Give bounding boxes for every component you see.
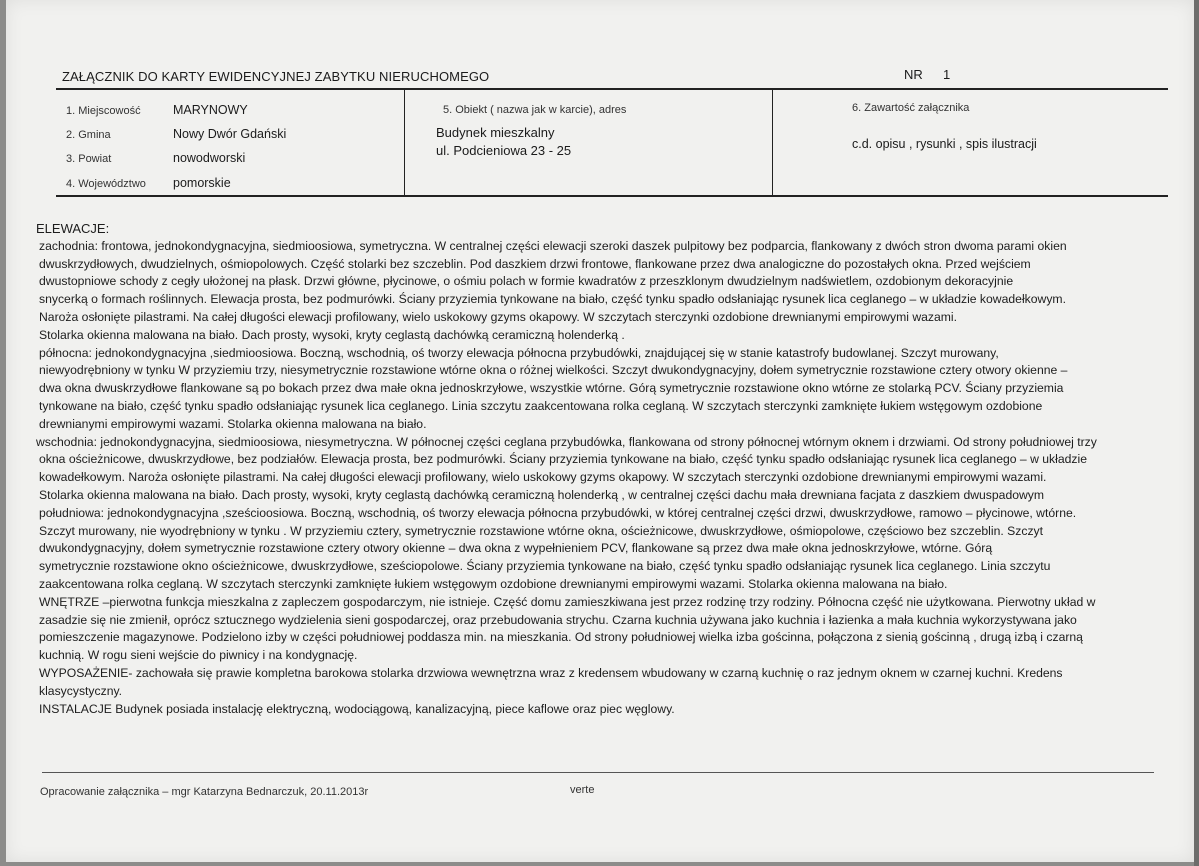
poludniowa-line-1: Szczyt murowany, nie wyodrębniony w tynku . W przyziemiu cztery, symetrycznie rozstawione wtórne okna, ościeżnicowe, dwuskrzydłowe, ośmiopolowe, częściowo bez szczeblin. Szczyt <box>39 523 1044 538</box>
wnetrze-heading: WNĘTRZE <box>39 594 100 609</box>
field-label-powiat: 3. Powiat <box>66 153 112 165</box>
wyposazenie-line-0: WYPOSAŻENIE- zachowała się prawie kompletna barokowa stolarka drzwiowa wewnętrzna wraz z kredensem wbudowany w czarną kuchnię o raz jednym oknem w czarnej kuchni. Kredens <box>39 665 1063 680</box>
field-value-wojewodztwo: pomorskie <box>173 176 231 190</box>
wnetrze-line-2: pomieszczenie magazynowe. Podzielono izby w części południowej poddasza min. na mieszkania. Od strony południowej wielka izba gościnna, połączona z sienią gościnną , drugą izbą i czarną <box>39 630 1083 645</box>
footer-author: Opracowanie załącznika – mgr Katarzyna Bednarczuk, 20.11.2013r <box>40 786 369 798</box>
field-value-powiat: nowodworski <box>173 151 246 165</box>
polnocna-line-1: niewyodrębniony w tynku W przyziemiu trzy, niesymetrycznie rozstawione wtórne okna o różnej wielkości. Szczyt dwukondygnacyjny, dołem symetrycznie rozstawione cztery otwory okienne – <box>39 363 1068 378</box>
poludniowa-line-3: symetrycznie rozstawione okno ościeżnicowe, dwuskrzydłowe, sześciopolowe. Ściany przyziemia tynkowane na biało, część tynku spadło odsłaniając rysunek lica ceglanego. Linia szczytu <box>39 559 1051 574</box>
contents-label: 6. Zawartość załącznika <box>852 102 970 114</box>
polnocna-heading: północna: <box>39 345 92 360</box>
object-label: 5. Obiekt ( nazwa jak w karcie), adres <box>443 104 627 116</box>
elewacje-heading: ELEWACJE: <box>36 221 110 236</box>
poludniowa-line-2: dwukondygnacyjny, dołem symetrycznie rozstawione cztery otwory okienne – dwa okna z wypełnieniem PCV, flankowane są przez dwa małe okna jednoskrzyłowe, wtórne. Górą <box>39 541 993 556</box>
scan-edge <box>1194 0 1199 866</box>
polnocna-line-0: północna: jednokondygnacyjna ,siedmioosiowa. Boczną, wschodnią, oś tworzy elewacja północna przybudówki, znajdującej się w stanie katastrofy budowlanej. Szczyt murowany, <box>39 345 999 360</box>
nr-label: NR <box>904 67 923 82</box>
zachodnia-line-1: dwuskrzydłowych, dwudzielnych, ośmiopolowych. Część stolarki bez szczeblin. Pod daszkiem drzwi frontowe, flankowane przez dwa analogiczne do pozostałych okna. Przed wejściem <box>39 256 1031 271</box>
zachodnia-heading: zachodnia: <box>39 238 98 253</box>
poludniowa-heading: południowa: <box>39 505 105 520</box>
description-body <box>36 220 1171 718</box>
field-value-miejscowosc: MARYNOWY <box>173 103 248 117</box>
wschodnia-line-1: okna ościeżnicowe, dwuskrzydłowe, bez podziałów. Elewacja prosta, bez podmurówki. Ściany przyziemia tynkowane na biało, część tynku spadło odsłaniając rysunek lica ceglanego – w układzie <box>39 452 1087 467</box>
zachodnia-line-2: dwustopniowe schody z cegły ułożonej na płask. Drzwi główne, płycinowe, o ośmiu polach w formie kwadratów z przeszklonym dwudzielnym nadświetlem, ozdobionym dekoracyjnie <box>39 274 1014 289</box>
wnetrze-line-3: kuchnią. W rogu sieni wejście do piwnicy i na kondygnację. <box>39 648 358 663</box>
zachodnia-line-4: Naroża osłonięte pilastrami. Na całej długości elewacji profilowany, wielo uskokowy gzyms okapowy. W szczytach sterczynki ozdobione drewnianymi empirowymi wazami. <box>39 309 958 324</box>
wschodnia-heading: wschodnia: <box>36 434 97 449</box>
field-value-gmina: Nowy Dwór Gdański <box>173 127 287 141</box>
nr-value: 1 <box>943 67 951 82</box>
object-address: ul. Podcieniowa 23 - 25 <box>436 143 572 158</box>
wnetrze-line-1: zasadzie się nie zmienił, oprócz sztucznego wydzielenia sieni gospodarczej, oraz przebudowania strychu. Czarna kuchnia używana jako kuchnia i łazienka a mała kuchnia wykorzystywana jako <box>39 612 1077 627</box>
contents-value: c.d. opisu , rysunki , spis ilustracji <box>852 137 1037 151</box>
field-label-miejscowosc: 1. Miejscowość <box>66 105 141 117</box>
document-title: ZAŁĄCZNIK DO KARTY EWIDENCYJNEJ ZABYTKU NIERUCHOMEGO <box>62 69 490 84</box>
instalacje-line-0: INSTALACJE Budynek posiada instalację elektryczną, wodociągową, kanalizacyjną, piece kaflowe oraz piec węglowy. <box>39 701 675 716</box>
field-label-wojewodztwo: 4. Województwo <box>66 178 146 190</box>
poludniowa-line-0: południowa: jednokondygnacyjna ,sześcioosiowa. Boczną, wschodnią, oś tworzy elewacja północna przybudówki, w której centralnej części drzwi, dwuskrzydłowe, ramowo – płycinowe, wtórne. <box>39 505 1077 520</box>
wyposazenie-line-1: klasycystyczny. <box>39 683 123 698</box>
table-top-rule <box>56 88 1168 90</box>
polnocna-line-4: drewnianymi empirowymi wazami. Stolarka okienna malowana na biało. <box>39 416 427 431</box>
wnetrze-line-0: WNĘTRZE –pierwotna funkcja mieszkalna z zapleczem gospodarczym, nie istnieje. Część domu zamieszkiwana jest przez rodzinę trzy rodziny. Północna część nie użytkowana. Pierwotny układ w <box>39 594 1096 609</box>
document-sheet <box>6 0 1194 862</box>
table-divider-1 <box>404 89 405 196</box>
wyposazenie-heading: WYPOSAŻENIE <box>39 665 129 680</box>
zachodnia-line-3: snycerką o formach roślinnych. Elewacja prosta, bez podmurówki. Ściany przyziemia tynkowane na biało, część tynku spadło odsłaniając rysunek lica ceglanego – w układzie kowadełkowym. <box>39 292 1066 307</box>
footer-rule <box>42 772 1154 773</box>
polnocna-line-3: tynkowane na biało, część tynku spadło odsłaniając rysunek lica ceglanego. Linia szczytu zaakcentowana rolka ceglaną. W szczytach sterczynki zamknięte łukiem wstęgowym ozdobione <box>39 398 1043 413</box>
wschodnia-line-2: kowadełkowym. Naroża osłonięte pilastrami. Na całej długości elewacji profilowany, wielo uskokowy gzyms okapowy. W szczytach sterczynki ozdobione drewnianymi empirowymi wazami. <box>39 470 1047 485</box>
footer-verte: verte <box>570 784 595 796</box>
table-divider-2 <box>772 89 773 196</box>
wschodnia-line-3: Stolarka okienna malowana na biało. Dach prosty, wysoki, kryty ceglastą dachówką ceramiczną holenderką , w centralnej części dachu mała drewniana facjata z daszkiem dwuspadowym <box>39 487 1045 502</box>
wschodnia-line-0: wschodnia: jednokondygnacyjna, siedmioosiowa, niesymetryczna. W północnej części ceglana przybudówka, flankowana od strony północnej wtórnym oknem i drzwiami. Od strony południowej trzy <box>36 434 1097 449</box>
instalacje-heading: INSTALACJE <box>39 701 112 716</box>
object-name: Budynek mieszkalny <box>436 125 555 140</box>
table-bottom-rule <box>56 195 1168 197</box>
zachodnia-line-0: zachodnia: frontowa, jednokondygnacyjna, siedmioosiowa, symetryczna. W centralnej części elewacji szeroki daszek pulpitowy bez podparcia, flankowany z dwóch stron dwoma parami okien <box>39 238 1067 253</box>
polnocna-line-2: dwa okna dwuskrzydłowe flankowane są po bokach przez dwa małe okna jednoskrzyłowe, wszystkie wtórne. Górą symetrycznie rozstawione okno wtórne ze stolarką PCV. Ściany przyziemia <box>39 381 1064 396</box>
zachodnia-line-5: Stolarka okienna malowana na biało. Dach prosty, wysoki, kryty ceglastą dachówką ceramiczną holenderką . <box>39 327 625 342</box>
poludniowa-line-4: zaakcentowana rolka ceglaną. W szczytach sterczynki zamknięte łukiem wstęgowym ozdobione drewnianymi empirowymi wazami. Stolarka okienna malowana na biało. <box>39 576 948 591</box>
field-label-gmina: 2. Gmina <box>66 129 111 141</box>
